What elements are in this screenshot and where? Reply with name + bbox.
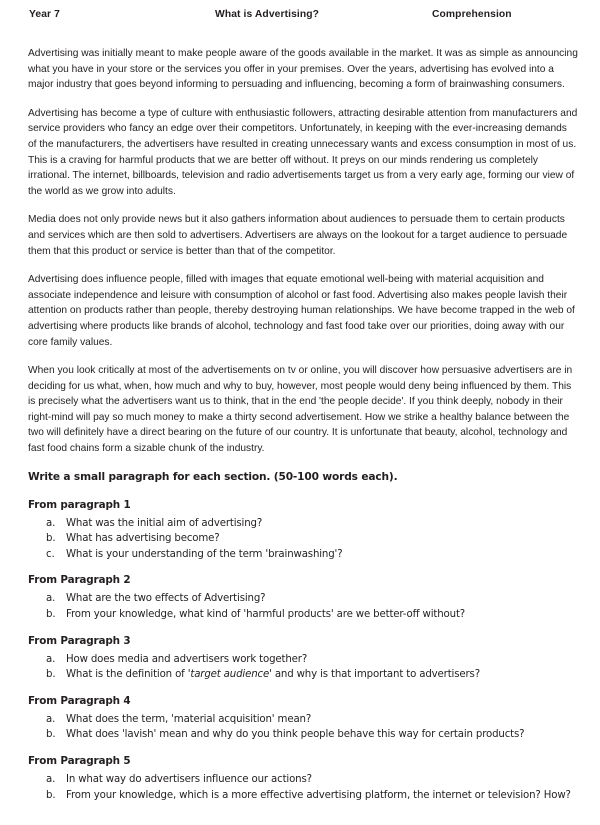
question-text: How does media and advertisers work together? (66, 653, 308, 665)
question-marker: a. (46, 517, 56, 529)
question-marker: a. (46, 593, 56, 605)
question-groups (28, 498, 578, 804)
header-year-level: Year 7 (29, 9, 60, 20)
question-list (28, 591, 578, 622)
question-group-title: From paragraph 1 (28, 498, 131, 511)
question-item (28, 727, 578, 743)
question-list (28, 652, 578, 683)
question-group-title: From Paragraph 3 (28, 634, 131, 647)
question-group (28, 498, 578, 563)
question-item (28, 667, 578, 683)
question-text: From your knowledge, what kind of 'harmful products' are we better-off without? (66, 609, 466, 621)
header-title: What is Advertising? (215, 9, 320, 20)
question-text: What was the initial aim of advertising? (66, 517, 263, 529)
question-group (28, 754, 578, 803)
question-marker: b. (46, 609, 56, 621)
question-text: What does the term, 'material acquisition' mean? (66, 713, 312, 725)
question-text: What is your understanding of the term 'brainwashing'? (66, 548, 343, 560)
question-list (28, 712, 578, 743)
question-group (28, 694, 578, 743)
question-emphasis: target audience (190, 669, 270, 681)
question-marker: b. (46, 669, 56, 681)
question-text: What does 'lavish' mean and why do you think people behave this way for certain products? (66, 729, 525, 741)
header-subject: Comprehension (432, 9, 512, 20)
question-text: What has advertising become? (66, 533, 220, 545)
question-marker: c. (46, 548, 55, 560)
task-section (0, 470, 600, 804)
question-item (28, 772, 578, 788)
question-text: From your knowledge, which is a more effective advertising platform, the internet or television? How? (66, 789, 571, 801)
question-text: What is the definition of 'target audience' and why is that important to advertisers? (66, 669, 480, 681)
question-group (28, 634, 578, 683)
passage-paragraph: Advertising was initially meant to make people aware of the goods available in the market. It was as simple as announcing what you have in your store or the services you offer in your premises. Over the years, advertising has evolved into a major industry that goes beyond informing to persuading and influencing, becoming a form of brainwashing consumers. (28, 48, 578, 91)
question-marker: b. (46, 789, 56, 801)
question-item (28, 531, 578, 547)
question-item (28, 712, 578, 728)
question-item (28, 607, 578, 623)
question-group-title: From Paragraph 4 (28, 694, 131, 707)
question-marker: a. (46, 653, 56, 665)
task-instruction: Write a small paragraph for each section. (50-100 words each). (28, 470, 398, 483)
question-item (28, 547, 578, 563)
document-header (0, 0, 600, 44)
question-marker: b. (46, 533, 56, 545)
passage-paragraph: Media does not only provide news but it also gathers information about audiences to persuade them to certain products and services which are then sold to advertisers. Advertisers are always on the lookout for a target audience to persuade them that this product or service is better than that of the competitor. (28, 214, 568, 257)
question-group (28, 573, 578, 622)
question-item (28, 788, 578, 804)
question-group-title: From Paragraph 5 (28, 755, 131, 767)
question-item (28, 516, 578, 532)
passage-paragraph: Advertising has become a type of culture with enthusiastic followers, attracting desirable attention from manufacturers and service providers who fancy an edge over their competitors. Unfortunately, in keeping with the ever-increasing demands of the manufacturers, the advertisers have resulted in creating unnecessary wants and excess consumption in most of us. This is a craving for harmful products that we are better off without. It preys on our minds rendering us completely irrational. The internet, billboards, television and radio advertisements target us from a very early age, forming our view of the world as we grow into adults. (28, 107, 578, 197)
question-item (28, 652, 578, 668)
question-marker: b. (46, 729, 56, 741)
question-group-title: From Paragraph 2 (28, 574, 131, 587)
passage-body (0, 46, 600, 457)
question-text: What are the two effects of Advertising? (66, 593, 266, 605)
question-marker: a. (46, 713, 56, 725)
question-marker: a. (46, 774, 56, 785)
question-text: In what way do advertisers influence our actions? (66, 774, 312, 785)
question-list (28, 772, 578, 803)
passage-paragraph: Advertising does influence people, filled with images that equate emotional well-being with material acquisition and associate independence and leisure with consumption of alcohol or fast food. Advertising also makes people lavish their attention on products rather than people, thereby destroying human relationships. We have become trapped in the web of advertising where products like brands of alcohol, technology and fast food take over our priorities, doing away with our core family values. (28, 274, 575, 348)
question-list (28, 516, 578, 563)
passage-paragraph: When you look critically at most of the advertisements on tv or online, you will discover how persuasive advertisers are in deciding for us what, when, how much and why to buy, however, most people would deny being influenced by them. This is precisely what the advertisers want us to think, that in the end 'the people decide'. If you think deeply, nobody in their right-mind will pay so much money to make a thirty second advertisement. How we strike a healthy balance between the two will definitely have a direct bearing on the future of our country. It is unfortunate that beauty, alcohol, technology and fast food chains form a sizable chunk of the industry. (28, 365, 573, 455)
question-item (28, 591, 578, 607)
